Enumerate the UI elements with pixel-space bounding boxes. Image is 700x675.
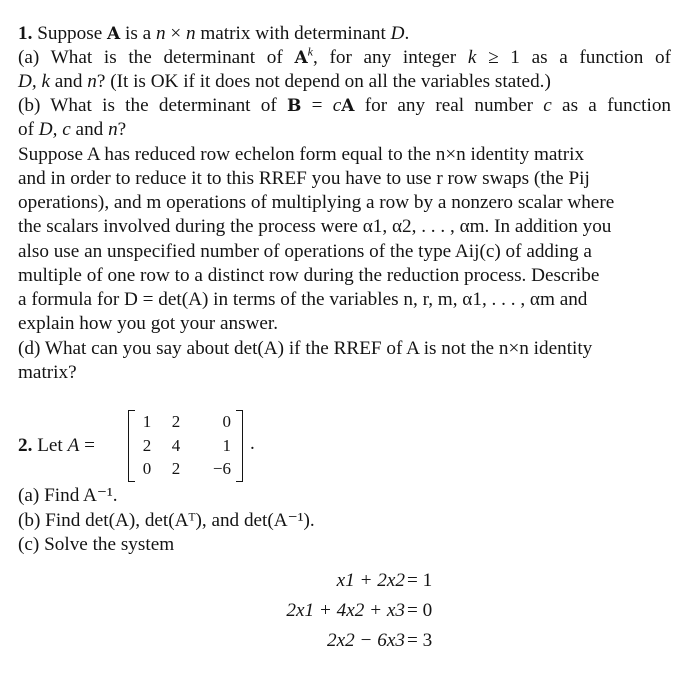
part-1d-text-1: What can you say about det(A) if the RREF of A is not the n×n identity bbox=[44, 338, 593, 359]
part-1c-text-3: operations), and m operations of multiplying a row by a nonzero scalar where bbox=[18, 192, 615, 213]
part-1c-text-4: the scalars involved during the process were α1, α2, . . . , αm. In addition you bbox=[18, 216, 612, 237]
equation-1-rhs: = 1 bbox=[407, 570, 433, 591]
matrix-cell-3-2: 2 bbox=[171, 459, 181, 478]
part-1c-text-1: Suppose A has reduced row echelon form equal to the n×n identity matrix bbox=[18, 144, 585, 165]
part-1a-text-2: , for any integer bbox=[312, 47, 457, 68]
part-1a-line-1: (a) What is the determinant of $A^k$, for any integer k ≥ 1 as a function of bbox=[18, 44, 672, 68]
matrix-left-bracket bbox=[128, 410, 135, 482]
part-1c-line-7 bbox=[18, 288, 587, 312]
matrix-A-symbol: A bbox=[107, 24, 121, 44]
part-1c-line-2 bbox=[18, 167, 590, 191]
part-1b-text-2: for any real number bbox=[364, 95, 533, 116]
part-1c-text-6: multiple of one row to a distinct row during the reduction process. Describe bbox=[18, 265, 600, 286]
eq2-lhs-text: 2x1 + 4x2 + x3 bbox=[286, 600, 405, 621]
part-1c-line-8 bbox=[18, 312, 278, 336]
part-1d-line-1 bbox=[18, 337, 592, 361]
part-2a: (a) Find A⁻¹. bbox=[18, 485, 118, 506]
part-1c-text-7: a formula for D = det(A) in terms of the variables n, r, m, α1, . . . , αm and bbox=[18, 289, 588, 310]
part-1b-line-2: of D, c and n? bbox=[18, 119, 127, 140]
part-1b-text-5: and bbox=[75, 119, 104, 140]
equation-2-rhs: = 0 bbox=[407, 600, 433, 621]
part-1a-text-3: as a function of bbox=[531, 47, 672, 68]
matrix-trailing-period: . bbox=[250, 433, 255, 454]
matrix-B-symbol: B bbox=[287, 96, 302, 116]
intro-word: Suppose bbox=[37, 23, 103, 44]
part-1a-text-5: ? (It is OK if it does not depend on all the variables stated.) bbox=[96, 71, 551, 92]
part-1c-text-8: explain how you got your answer. bbox=[18, 313, 279, 334]
part-1d-text-2: matrix? bbox=[18, 362, 77, 383]
part-1b-line-1: (b) What is the determinant of B = cA for any real number c as a function bbox=[18, 95, 672, 116]
equation-3-rhs: = 3 bbox=[407, 630, 433, 651]
part-1d-label: (d) bbox=[18, 338, 41, 359]
eq1-lhs-text: x1 + 2x2 bbox=[336, 570, 405, 591]
matrix-cell-3-1: 0 bbox=[142, 459, 152, 478]
matrix-cell-1-2: 2 bbox=[171, 412, 181, 431]
let-word: Let bbox=[37, 435, 63, 456]
matrix-right-bracket bbox=[236, 410, 243, 482]
problem-2-let: 2. Let A = bbox=[18, 435, 95, 456]
part-1a-text-1: What is the determinant of bbox=[50, 47, 283, 68]
part-1a-line-2: D, k and n? (It is OK if it does not depend on all the variables stated.) bbox=[18, 71, 551, 92]
part-1b-text-1: What is the determinant of bbox=[50, 95, 277, 116]
part-1c-line-6 bbox=[18, 264, 599, 288]
part-1c-line-1 bbox=[18, 143, 584, 167]
part-1c-line-4 bbox=[18, 215, 611, 239]
part-1d-line-2 bbox=[18, 361, 77, 385]
matrix-cell-1-3: 0 bbox=[222, 412, 231, 431]
matrix-cell-2-1: 2 bbox=[142, 436, 152, 455]
matrix-cell-2-3: 1 bbox=[222, 436, 231, 455]
part-1b-text-6: ? bbox=[117, 119, 127, 140]
eq3-lhs-text: 2x2 − 6x3 bbox=[327, 630, 405, 651]
matrix-name: A bbox=[67, 435, 80, 456]
part-2b: (b) Find det(A), det(Aᵀ), and det(A⁻¹). bbox=[18, 510, 315, 531]
matrix-cell-3-3: −6 bbox=[212, 459, 231, 478]
matrix-cell-1-1: 1 bbox=[142, 412, 152, 431]
part-1c-line-3 bbox=[18, 191, 614, 215]
part-1b-text-3: as a function bbox=[562, 95, 672, 116]
problem-1-number: 1. bbox=[18, 23, 33, 44]
equation-1-lhs bbox=[155, 569, 405, 593]
equation-2-lhs bbox=[155, 599, 405, 623]
part-1b-text-4: of bbox=[18, 119, 34, 140]
part-1b-label: (b) bbox=[18, 95, 41, 116]
matrix-cell-2-2: 4 bbox=[171, 436, 181, 455]
part-1a-label: (a) bbox=[18, 47, 40, 68]
part-1c-text-2: and in order to reduce it to this RREF you have to use r row swaps (the Pij bbox=[18, 168, 590, 189]
part-1c-text-5: also use an unspecified number of operations of the type Aij(c) of adding a bbox=[18, 241, 592, 262]
problem-1-intro: 1. Suppose A is a n × n matrix with determinant D. bbox=[18, 23, 410, 44]
part-2c: (c) Solve the system bbox=[18, 534, 175, 555]
problem-2-number: 2. bbox=[18, 435, 33, 456]
part-1a-text-4: and bbox=[54, 71, 83, 92]
part-1c-line-5 bbox=[18, 240, 592, 264]
equation-3-lhs bbox=[155, 629, 405, 653]
